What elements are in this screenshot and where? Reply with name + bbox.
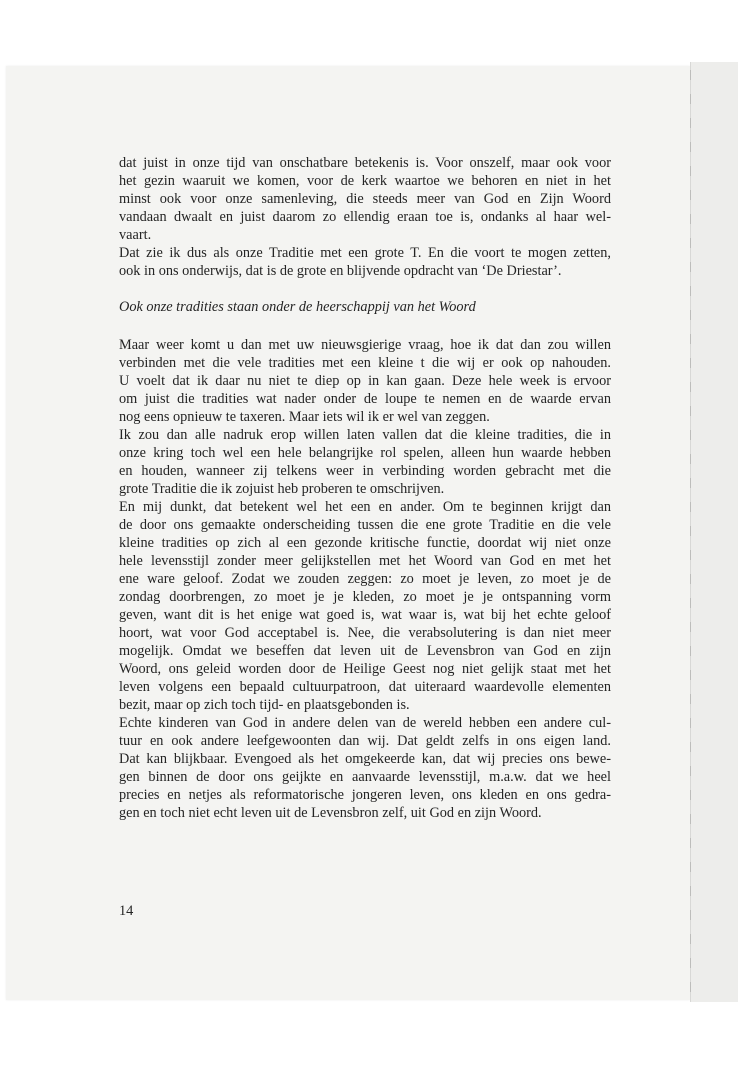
text-line: nog eens opnieuw te taxeren. Maar iets wil ik er wel van zeggen. <box>119 409 490 425</box>
text-line: ook in ons onderwijs, dat is de grote en blijvende opdracht van ‘De Driestar’. <box>119 263 562 279</box>
text-line: verbinden met die vele tradities met een kleine t die wij er ook op nahouden. <box>119 355 611 371</box>
text-line: gen en toch niet echt leven uit de Levensbron zelf, uit God en zijn Woord. <box>119 805 542 821</box>
page-fold-line <box>690 70 691 1000</box>
text-line: Dat zie ik dus als onze Traditie met een grote T. En die voort te mogen zetten, <box>119 245 611 261</box>
text-line: dat juist in onze tijd van onschatbare betekenis is. Voor onszelf, maar ook voor <box>119 155 611 171</box>
text-line: tuur en ook andere leefgewoonten dan wij. Dat geldt zelfs in ons eigen land. <box>119 733 611 749</box>
section-heading: Ook onze tradities staan onder de heerschappij van het Woord <box>119 299 476 315</box>
text-line: de door ons gemaakte onderscheiding tussen die ene grote Traditie en die vele <box>119 517 611 533</box>
text-line: mogelijk. Omdat we beseffen dat leven uit de Levensbron van God en zijn <box>119 643 611 659</box>
paragraph <box>119 498 611 714</box>
text-line: grote Traditie die ik zojuist heb proberen te omschrijven. <box>119 481 445 497</box>
text-line: Woord, ons geleid worden door de Heilige Geest nog niet gelijk staat met het <box>119 661 611 677</box>
paragraph <box>119 336 611 426</box>
text-line: vaart. <box>119 227 152 243</box>
text-line: Maar weer komt u dan met uw nieuwsgierige vraag, hoe ik dat dan zou willen <box>119 337 611 353</box>
text-line: leven volgens een bepaald cultuurpatroon, dat uiteraard waardevolle elementen <box>119 679 611 695</box>
text-line: vandaan dwaalt en juist daarom zo ellendig eraan toe is, ondanks al haar wel- <box>119 209 611 225</box>
text-line: ene ware geloof. Zodat we zouden zeggen: zo moet je leven, zo moet je de <box>119 571 611 587</box>
text-line: en houden, wanneer zij telkens weer in verbinding worden gebracht met die <box>119 463 611 479</box>
text-block-after-heading <box>119 336 611 822</box>
page-body <box>119 154 611 822</box>
text-line: hoort, wat voor God acceptabel is. Nee, die verabsolutering is dan niet meer <box>119 625 611 641</box>
text-line: kleine tradities op zich al een gezonde kritische functie, doordat wij niet onze <box>119 535 611 551</box>
text-line: om juist die tradities wat nader onder de loupe te nemen en de waarde ervan <box>119 391 611 407</box>
text-block-before-heading <box>119 154 611 280</box>
text-line: Ik zou dan alle nadruk erop willen laten vallen dat die kleine tradities, die in <box>119 427 611 443</box>
paragraph <box>119 244 611 280</box>
text-line: U voelt dat ik daar nu niet te diep op in kan gaan. Deze hele week is ervoor <box>119 373 611 389</box>
text-line: zondag doorbrengen, zo moet je je kleden, zo moet je je ontspanning vorm <box>119 589 611 605</box>
text-line: bezit, maar op zich toch tijd- en plaatsgebonden is. <box>119 697 410 713</box>
text-line: minst ook voor onze samenleving, die steeds meer van God en Zijn Woord <box>119 191 611 207</box>
text-line: hele levensstijl zonder meer gelijkstellen met het Woord van God en met het <box>119 553 611 569</box>
text-line: precies en netjes als reformatorische jongeren leven, ons kleden en ons gedra- <box>119 787 611 803</box>
page-number: 14 <box>119 903 134 919</box>
text-line: onze kring toch wel een hele belangrijke rol spelen, alleen hun waarde hebben <box>119 445 611 461</box>
text-line: geven, want dit is het enige wat goed is, wat waar is, wat bij het echte geloof <box>119 607 611 623</box>
text-line: gen binnen de door ons geijkte en aanvaarde levensstijl, m.a.w. dat we heel <box>119 769 611 785</box>
paragraph <box>119 426 611 498</box>
text-line: En mij dunkt, dat betekent wel het een en ander. Om te beginnen krijgt dan <box>119 499 611 515</box>
text-line: het gezin waaruit we komen, voor de kerk waartoe we behoren en niet in het <box>119 173 611 189</box>
paragraph <box>119 154 611 244</box>
paragraph <box>119 714 611 822</box>
text-line: Echte kinderen van God in andere delen van de wereld hebben een andere cul- <box>119 715 611 731</box>
next-page-edge <box>690 62 738 1002</box>
text-line: Dat kan blijkbaar. Evengoed als het omgekeerde kan, dat wij precies ons bewe- <box>119 751 611 767</box>
